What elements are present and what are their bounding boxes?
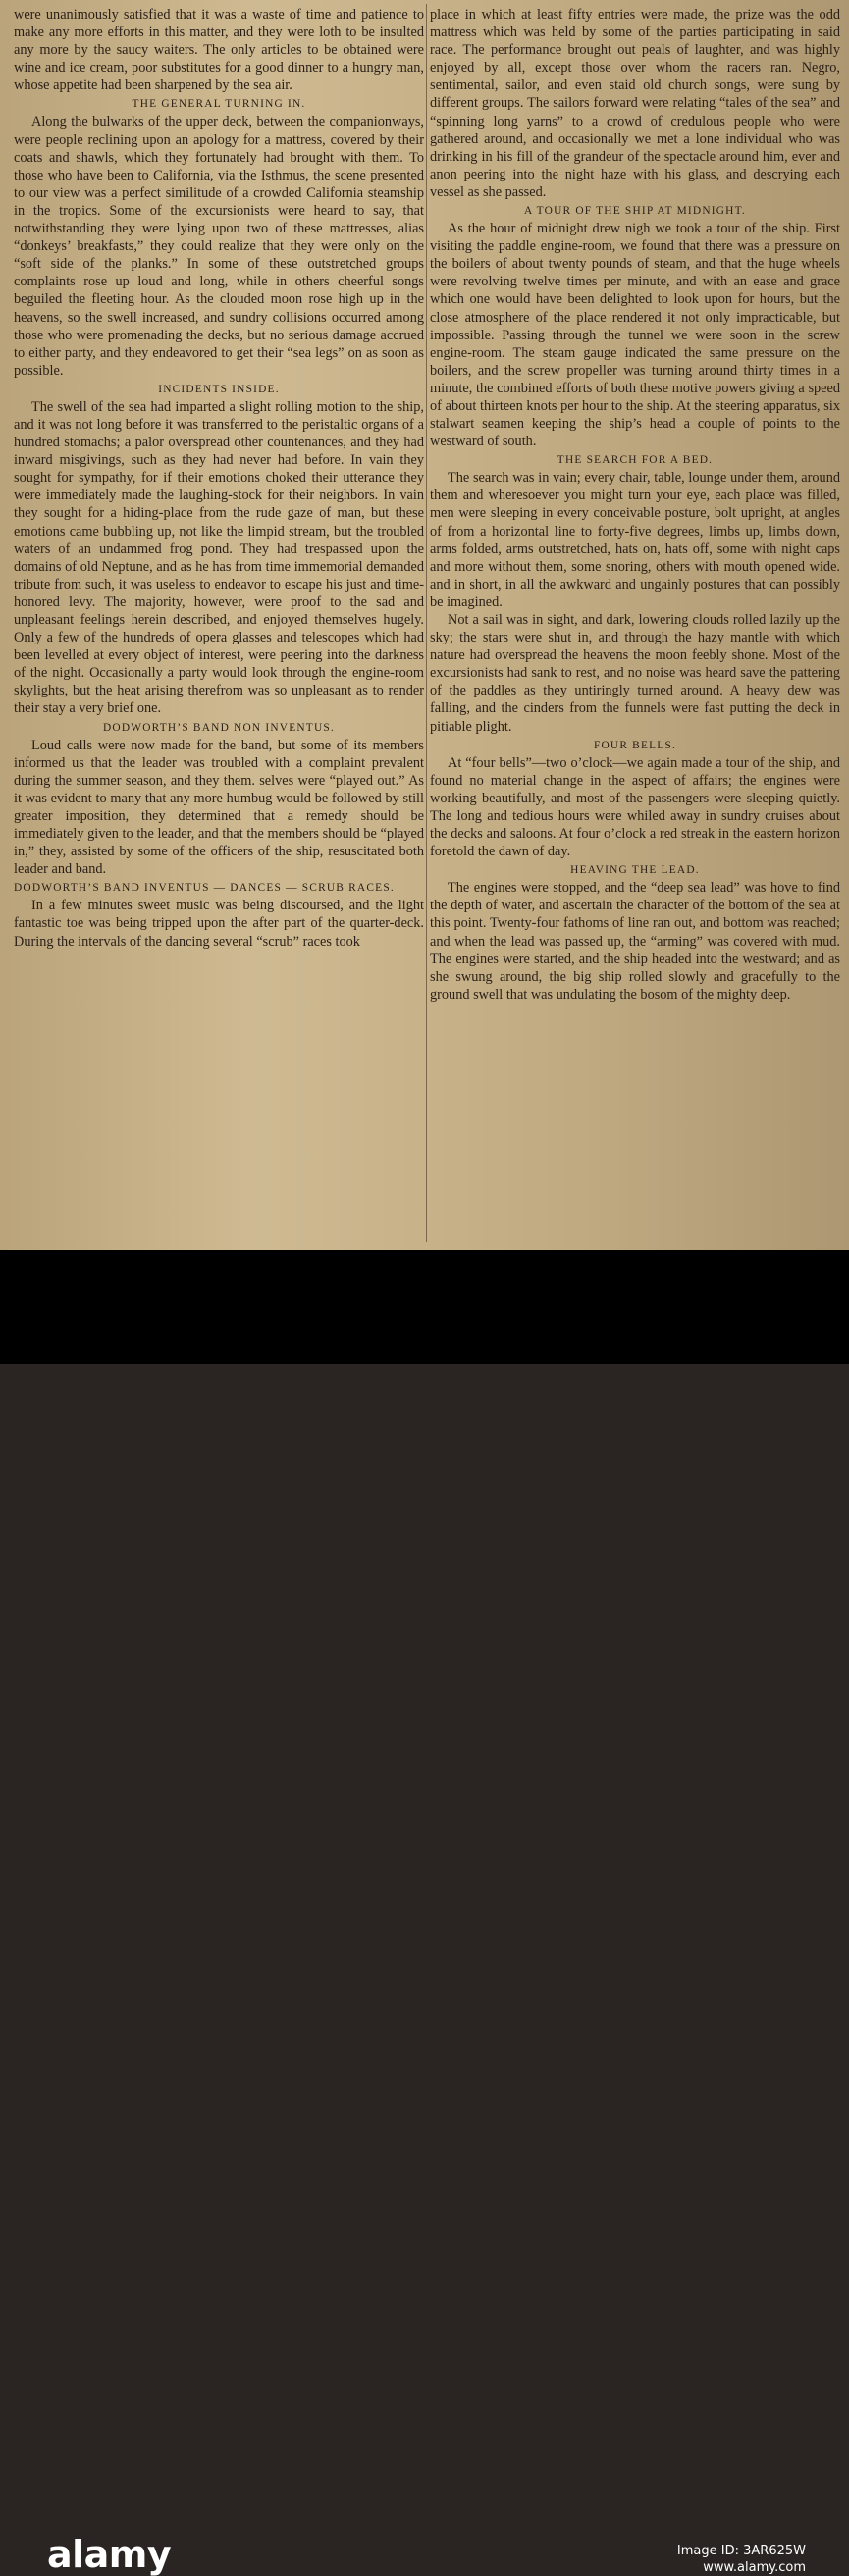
section-heading: DODWORTH’S BAND NON INVENTUS.: [103, 721, 335, 734]
section-heading: THE SEARCH FOR A BED.: [557, 454, 714, 467]
text-column-right: [430, 6, 840, 1244]
paragraph: place in which at least fifty entries were made, the prize was the odd mattress which was held by some of the parties participating in said race. The performance brought out peals of laughter, and was highly enjoyed by all, except those over whom the racers ran. Negro, sentimental, sailor, and even staid old church songs, were sung by different groups. The sailors forward were relating “tales of the sea” and “spinning long yarns” to a crowd of credulous people who were gathered around, and occasionally we met a lone individual who was drinking in his fill of the grandeur of the spectacle around him, ever and anon peering into the night haze with his glass, and descrying each vessel as she passed.: [430, 7, 840, 200]
paragraph: Not a sail was in sight, and dark, lowering clouds rolled lazily up the sky; the stars were shut in, and through the hazy mantle with which nature had overspread the heavens the moon feebly shone. Most of the excursionists had sank to rest, and no noise was heard save the pattering of the paddles as they untiringly turned around. A heavy dew was falling, and the cinders from the funnels were fast putting the deck in pitiable plight.: [430, 612, 840, 735]
text-column-left: [14, 6, 424, 1244]
site-url: www.alamy.com: [703, 2560, 806, 2575]
section-heading: FOUR BELLS.: [593, 739, 677, 751]
watermark-footer: [0, 1250, 849, 2576]
paragraph: The swell of the sea had imparted a slight rolling motion to the ship, and it was not long before it was transferred to the peristaltic organs of a hundred stomachs; a palor overspread other countenances, and they had inward misgivings, such as they had never had before. In vain they sought for sympathy, for if their emotions choked their utterance they were immediately made the laughing-stock for their neighbors. In vain they sought for a hiding-place from the rude gaze of man, but these emotions came bubbling up, not like the limpid stream, but the troubled waters of an undammed frog pond. They had trespassed upon the domains of old Neptune, and as he has from time immemorial demanded tribute from such, it was useless to endeavor to escape his just and time-honored levy. The majority, however, were proof to the sad and unpleasant feelings herein described, and enjoyed themselves hugely. Only a few of the hundreds of opera glasses and telescopes which had been levelled at every object of interest, were peering into the darkness of the night. Occasionally a party would look through the engine-room skylights, but the heat arising therefrom was so unpleasant as to render their stay a very brief one.: [14, 398, 424, 717]
alamy-logo: alamy: [47, 2533, 172, 2576]
paragraph: were unanimously satisfied that it was a waste of time and patience to make any more efforts in this matter, and they were loth to be insulted any more by the saucy waiters. The only articles to be obtained were wine and ice cream, poor substitutes for a good dinner to a hungry man, whose appetite had been sharpened by the sea air.: [14, 7, 424, 94]
section-heading: A TOUR OF THE SHIP AT MIDNIGHT.: [524, 205, 746, 218]
section-heading: INCIDENTS INSIDE.: [158, 383, 280, 395]
paragraph: In a few minutes sweet music was being discoursed, and the light fantastic toe was being tripped upon the after part of the quarter-deck. During the intervals of the dancing several “scrub” races took: [14, 898, 424, 950]
section-heading: DODWORTH’S BAND INVENTUS — DANCES — SCRUB RACES.: [14, 882, 395, 895]
section-heading: THE GENERAL TURNING IN.: [132, 98, 306, 111]
section-heading: HEAVING THE LEAD.: [570, 864, 700, 877]
image-id-label: [677, 2543, 806, 2576]
paragraph: The search was in vain; every chair, table, lounge under them, around them and wheresoever you might turn your eye, each place was filled, men were sleeping in every conceivable posture, bolt upright, at angles of from a horizontal line to forty-five degrees, limbs up, limbs down, arms folded, arms outstretched, hats on, hats off, some with night caps and more without them, some snoring, others with mouth opened wide. and in short, in all the awkward and ungainly postures that can possibly be imagined.: [430, 470, 840, 610]
image-id: Image ID: 3AR625W: [676, 2544, 806, 2558]
paragraph: The engines were stopped, and the “deep sea lead” was hove to find the depth of water, and ascertain the character of the bottom of the sea at this point. Twenty-four fathoms of line ran out, and bottom was reached; and when the lead was passed up, the “arming” was covered with mud. The engines were started, and the ship headed into the westward; and as she swung around, the big ship rolled slowly and gracefully to the ground swell that was undulating the bosom of the mighty deep.: [430, 880, 840, 1003]
paragraph: Along the bulwarks of the upper deck, between the companionways, were people reclining upon an apology for a mattress, covered by their coats and shawls, which they fortunately had brought with them. To those who have been to California, via the Isthmus, the scene presented to our view was a perfect similitude of a crowded California steamship in the tropics. Some of the excursionists were heard to say, that notwithstanding they were lying upon two of these mattresses, alias “donkeys’ breakfasts,” they could realize that they were only on the “soft side of the planks.” In some of these outstretched groups complaints rose up loud and long, while in others cheerful songs beguiled the fleeting hour. As the clouded moon rose high up in the heavens, so the swell increased, and sundry collisions occurred among those who were promenading the decks, but no serious damage accrued to either party, and they endeavored to get their “sea legs” on as soon as possible.: [14, 114, 424, 379]
newspaper-page: [0, 0, 849, 1250]
paragraph: As the hour of midnight drew nigh we took a tour of the ship. First visiting the paddle engine-room, we found that there was a pressure on the boilers of about twenty pounds of steam, and that the huge wheels were revolving twelve times per minute, and with an ease and grace which one would have been delighted to look upon for hours, but the close atmosphere of the place rendered it not only impracticable, but impossible. Passing through the tunnel we were soon in the screw engine-room. The steam gauge indicated the same pressure on the boilers, and the screw propeller was turning around thirty times in a minute, the combined efforts of both these motive powers giving a speed of about thirteen knots per hour to the ship. At the steering apparatus, six stalwart seamen keeping the ship’s head a couple of points to the westward of south.: [430, 221, 840, 450]
column-divider: [426, 4, 427, 1242]
paragraph: Loud calls were now made for the band, but some of its members informed us that the leader was troubled with a complaint prevalent during the summer season, and they them. selves were “played out.” As it was evident to many that any more humbug would be followed by still greater imposition, they determined that a remedy should be immediately given to the leader, and that the members should be “played in,” they, assisted by some of the officers of the ship, resuscitated both leader and band.: [14, 737, 424, 878]
paragraph: At “four bells”—two o’clock—we again made a tour of the ship, and found no material change in the aspect of affairs; the engines were working beautifully, and most of the passengers were sleeping quietly. The long and tedious hours were whiled away in sundry cruises about the decks and saloons. At four o’clock a red streak in the eastern horizon foretold the dawn of day.: [430, 754, 840, 860]
